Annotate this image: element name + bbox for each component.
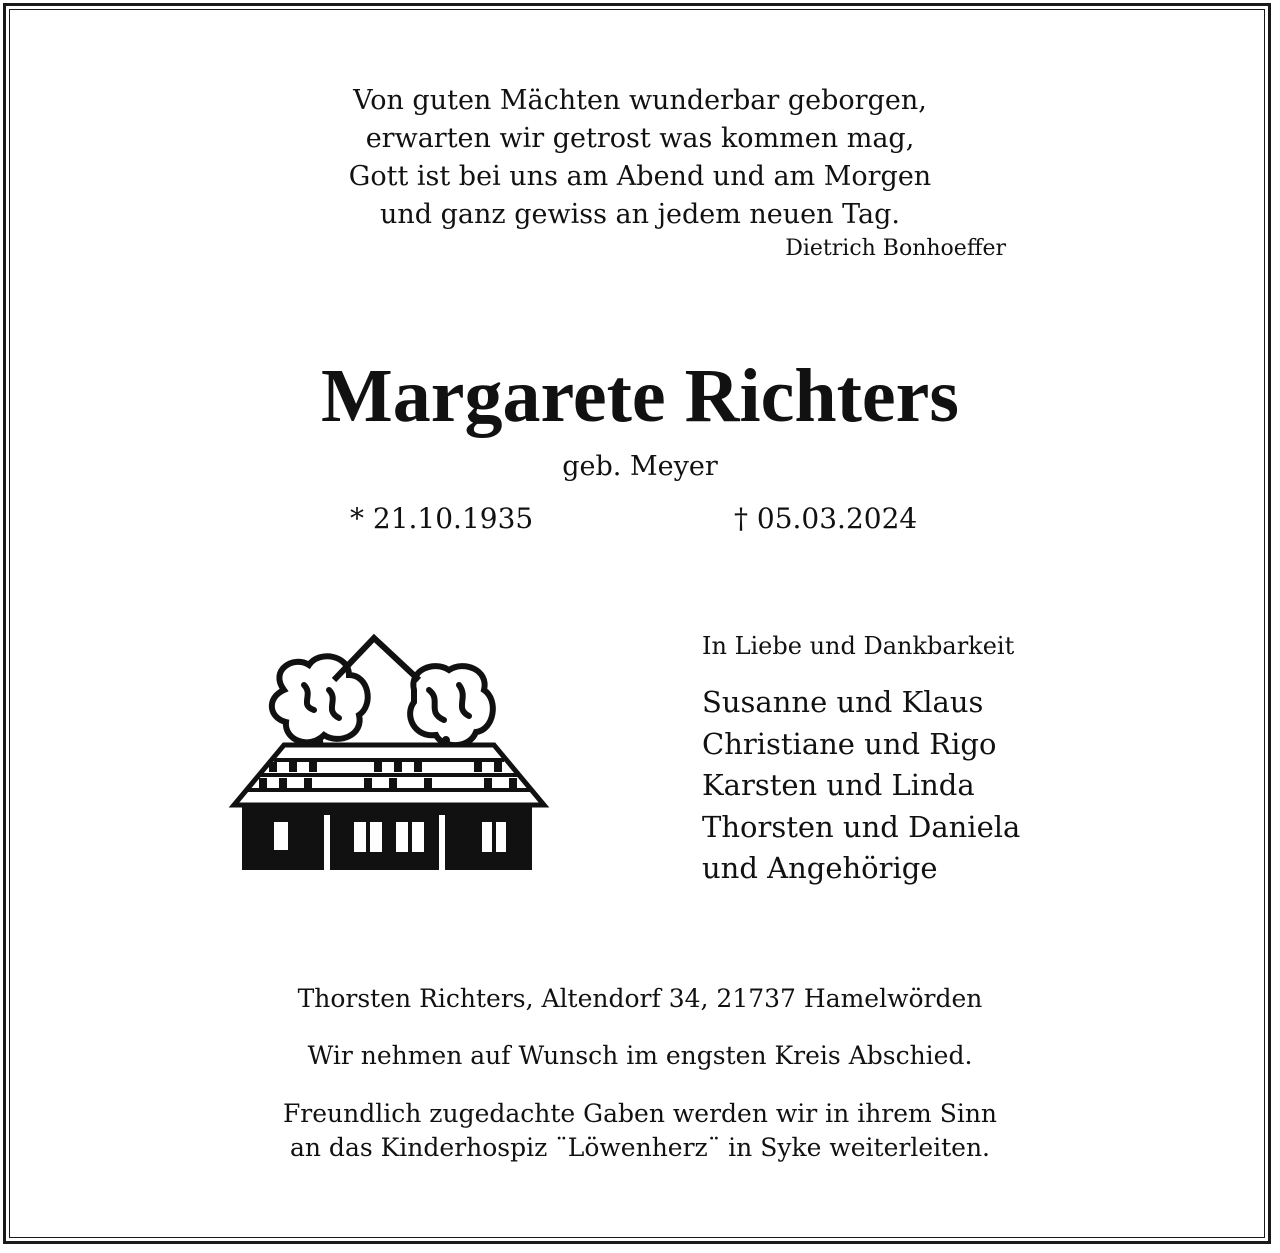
poem-line: erwarten wir getrost was kommen mag, — [365, 123, 915, 154]
mourners-block — [702, 628, 1020, 890]
birth-date: * 21.10.1935 — [350, 502, 534, 535]
deceased-name: Margarete Richters — [321, 354, 959, 438]
farewell-note: Wir nehmen auf Wunsch im engsten Kreis Abschied. — [307, 1041, 973, 1070]
donation-line: an das Kinderhospiz ¨Löwenherz¨ in Syke weiterleiten. — [289, 1133, 990, 1162]
poem-line: Von guten Mächten wunderbar geborgen, — [353, 85, 927, 116]
maiden-name: geb. Meyer — [562, 451, 718, 482]
poem-line: Gott ist bei uns am Abend und am Morgen — [348, 161, 932, 192]
donation-line: Freundlich zugedachte Gaben werden wir in ihrem Sinn — [282, 1099, 998, 1128]
farmhouse-illustration-icon — [214, 630, 554, 880]
mourner-name: Susanne und Klaus — [702, 685, 984, 719]
poem-author: Dietrich Bonhoeffer — [785, 236, 1006, 261]
mourner-name: und Angehörige — [702, 851, 938, 885]
contact-address: Thorsten Richters, Altendorf 34, 21737 Hamelwörden — [297, 984, 983, 1013]
mourner-name: Karsten und Linda — [702, 768, 975, 802]
poem-line: und ganz gewiss an jedem neuen Tag. — [380, 199, 900, 230]
donation-note — [0, 1097, 1280, 1165]
poem — [0, 82, 1280, 234]
death-date: † 05.03.2024 — [734, 502, 918, 535]
mourners-names — [702, 682, 1020, 890]
mourners-intro: In Liebe und Dankbarkeit — [702, 632, 1015, 660]
mourner-name: Christiane und Rigo — [702, 726, 997, 761]
mourner-name: Thorsten und Daniela — [702, 809, 1021, 844]
